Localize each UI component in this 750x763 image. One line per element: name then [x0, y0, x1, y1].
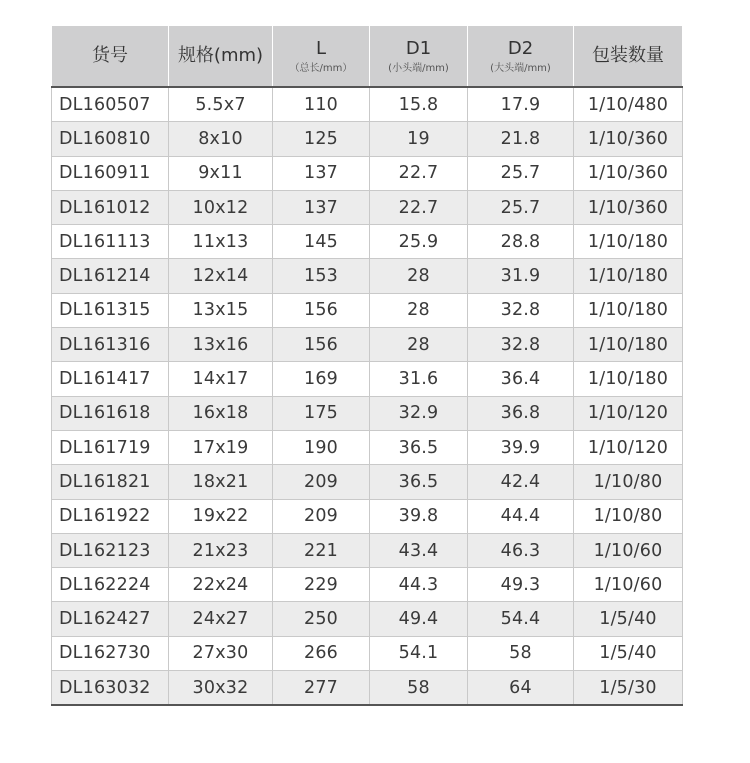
length-cell: 137	[273, 156, 370, 190]
packing-qty-cell: 1/5/40	[574, 602, 683, 636]
length-cell: 266	[273, 636, 370, 670]
packing-qty-cell: 1/10/360	[574, 156, 683, 190]
spec-cell: 12x14	[169, 259, 273, 293]
item-no-cell: DL162427	[52, 602, 169, 636]
table-header	[52, 26, 683, 88]
item-no-cell: DL160911	[52, 156, 169, 190]
d1-cell: 36.5	[370, 465, 468, 499]
header-length: L （总长/mm）	[273, 26, 370, 88]
length-cell: 175	[273, 396, 370, 430]
d1-cell: 15.8	[370, 87, 468, 122]
length-cell: 229	[273, 568, 370, 602]
table-row	[52, 430, 683, 464]
header-d2: D2 (大头端/mm)	[468, 26, 574, 88]
d2-cell: 54.4	[468, 602, 574, 636]
item-no-cell: DL161821	[52, 465, 169, 499]
packing-qty-cell: 1/5/30	[574, 671, 683, 706]
table-row	[52, 396, 683, 430]
item-no-cell: DL162224	[52, 568, 169, 602]
spec-cell: 18x21	[169, 465, 273, 499]
item-no-cell: DL160507	[52, 87, 169, 122]
table-row	[52, 602, 683, 636]
spec-cell: 11x13	[169, 225, 273, 259]
spec-cell: 17x19	[169, 430, 273, 464]
item-no-cell: DL160810	[52, 122, 169, 156]
length-cell: 110	[273, 87, 370, 122]
table-row	[52, 671, 683, 706]
packing-qty-cell: 1/10/180	[574, 259, 683, 293]
table-row	[52, 225, 683, 259]
d1-cell: 54.1	[370, 636, 468, 670]
d2-cell: 32.8	[468, 328, 574, 362]
item-no-cell: DL161618	[52, 396, 169, 430]
packing-qty-cell: 1/10/360	[574, 122, 683, 156]
length-cell: 221	[273, 533, 370, 567]
packing-qty-cell: 1/10/120	[574, 396, 683, 430]
d1-cell: 19	[370, 122, 468, 156]
d2-cell: 32.8	[468, 293, 574, 327]
item-no-cell: DL163032	[52, 671, 169, 706]
d1-cell: 32.9	[370, 396, 468, 430]
spec-cell: 10x12	[169, 190, 273, 224]
spec-cell: 8x10	[169, 122, 273, 156]
item-no-cell: DL161214	[52, 259, 169, 293]
d2-cell: 36.4	[468, 362, 574, 396]
d2-cell: 42.4	[468, 465, 574, 499]
header-item-no: 货号	[52, 26, 169, 88]
d1-cell: 36.5	[370, 430, 468, 464]
d1-cell: 58	[370, 671, 468, 706]
header-row	[52, 26, 683, 88]
packing-qty-cell: 1/10/80	[574, 465, 683, 499]
item-no-cell: DL161315	[52, 293, 169, 327]
spec-table	[51, 25, 683, 706]
length-cell: 190	[273, 430, 370, 464]
table-body	[52, 87, 683, 705]
item-no-cell: DL162730	[52, 636, 169, 670]
spec-table-container	[51, 25, 682, 706]
length-cell: 145	[273, 225, 370, 259]
d2-cell: 39.9	[468, 430, 574, 464]
spec-cell: 21x23	[169, 533, 273, 567]
d2-cell: 17.9	[468, 87, 574, 122]
d2-cell: 49.3	[468, 568, 574, 602]
d2-cell: 31.9	[468, 259, 574, 293]
length-cell: 156	[273, 293, 370, 327]
d1-cell: 49.4	[370, 602, 468, 636]
item-no-cell: DL161719	[52, 430, 169, 464]
spec-cell: 27x30	[169, 636, 273, 670]
item-no-cell: DL162123	[52, 533, 169, 567]
table-row	[52, 465, 683, 499]
table-row	[52, 499, 683, 533]
packing-qty-cell: 1/10/80	[574, 499, 683, 533]
spec-cell: 13x16	[169, 328, 273, 362]
d2-cell: 58	[468, 636, 574, 670]
spec-cell: 24x27	[169, 602, 273, 636]
item-no-cell: DL161012	[52, 190, 169, 224]
spec-cell: 16x18	[169, 396, 273, 430]
d1-cell: 28	[370, 328, 468, 362]
spec-cell: 22x24	[169, 568, 273, 602]
spec-cell: 30x32	[169, 671, 273, 706]
length-cell: 169	[273, 362, 370, 396]
packing-qty-cell: 1/10/180	[574, 328, 683, 362]
spec-cell: 13x15	[169, 293, 273, 327]
d1-cell: 22.7	[370, 156, 468, 190]
header-d1: D1 (小头端/mm)	[370, 26, 468, 88]
d1-cell: 22.7	[370, 190, 468, 224]
length-cell: 156	[273, 328, 370, 362]
length-cell: 125	[273, 122, 370, 156]
packing-qty-cell: 1/10/360	[574, 190, 683, 224]
spec-cell: 19x22	[169, 499, 273, 533]
packing-qty-cell: 1/10/120	[574, 430, 683, 464]
d1-cell: 31.6	[370, 362, 468, 396]
table-row	[52, 533, 683, 567]
d2-cell: 21.8	[468, 122, 574, 156]
item-no-cell: DL161113	[52, 225, 169, 259]
table-row	[52, 293, 683, 327]
d2-cell: 44.4	[468, 499, 574, 533]
length-cell: 250	[273, 602, 370, 636]
spec-cell: 5.5x7	[169, 87, 273, 122]
d1-cell: 28	[370, 293, 468, 327]
spec-cell: 14x17	[169, 362, 273, 396]
d1-cell: 28	[370, 259, 468, 293]
packing-qty-cell: 1/10/60	[574, 533, 683, 567]
d2-cell: 28.8	[468, 225, 574, 259]
table-row	[52, 122, 683, 156]
packing-qty-cell: 1/10/180	[574, 225, 683, 259]
packing-qty-cell: 1/10/60	[574, 568, 683, 602]
d2-cell: 64	[468, 671, 574, 706]
length-cell: 137	[273, 190, 370, 224]
table-row	[52, 190, 683, 224]
d2-cell: 36.8	[468, 396, 574, 430]
spec-cell: 9x11	[169, 156, 273, 190]
packing-qty-cell: 1/5/40	[574, 636, 683, 670]
d1-cell: 44.3	[370, 568, 468, 602]
packing-qty-cell: 1/10/180	[574, 293, 683, 327]
d1-cell: 43.4	[370, 533, 468, 567]
table-row	[52, 362, 683, 396]
packing-qty-cell: 1/10/480	[574, 87, 683, 122]
d2-cell: 46.3	[468, 533, 574, 567]
length-cell: 209	[273, 465, 370, 499]
d2-cell: 25.7	[468, 156, 574, 190]
table-row	[52, 636, 683, 670]
table-row	[52, 328, 683, 362]
length-cell: 153	[273, 259, 370, 293]
table-row	[52, 568, 683, 602]
d1-cell: 25.9	[370, 225, 468, 259]
d1-cell: 39.8	[370, 499, 468, 533]
table-row	[52, 87, 683, 122]
packing-qty-cell: 1/10/180	[574, 362, 683, 396]
header-spec: 规格(mm)	[169, 26, 273, 88]
length-cell: 277	[273, 671, 370, 706]
d2-cell: 25.7	[468, 190, 574, 224]
length-cell: 209	[273, 499, 370, 533]
item-no-cell: DL161922	[52, 499, 169, 533]
table-row	[52, 156, 683, 190]
table-row	[52, 259, 683, 293]
header-packing-qty: 包装数量	[574, 26, 683, 88]
item-no-cell: DL161316	[52, 328, 169, 362]
item-no-cell: DL161417	[52, 362, 169, 396]
